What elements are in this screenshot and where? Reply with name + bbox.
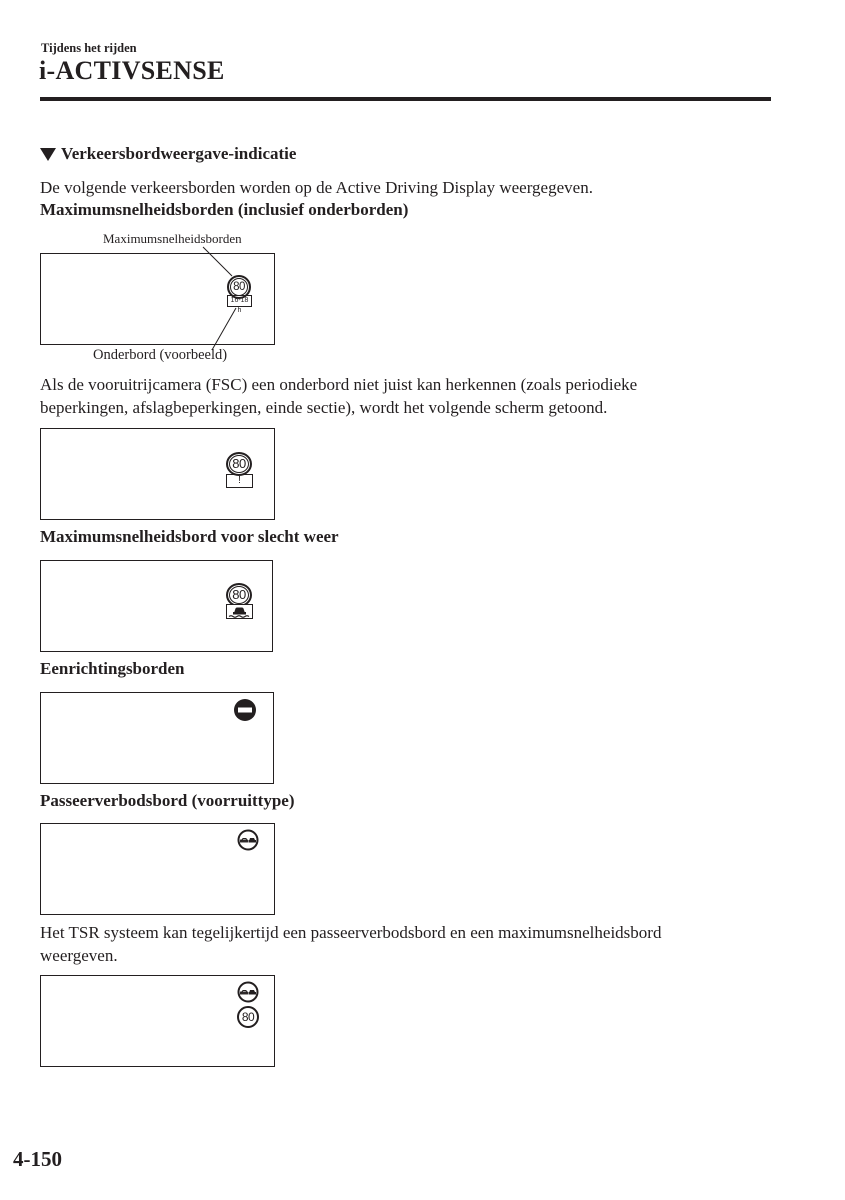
paragraph-line: weergeven. — [40, 946, 118, 965]
no-overtaking-sign-icon — [237, 829, 259, 851]
no-overtaking-sign-icon — [237, 981, 259, 1003]
fig1-subhead: Maximumsnelheidsborden (inclusief onderborden) — [40, 200, 409, 219]
speed-limit-sign-icon: 80 — [237, 1006, 259, 1028]
callout-plate-label: Onderbord (voorbeeld) — [93, 347, 228, 363]
speed-limit-sign-icon: 80 — [226, 583, 252, 607]
paragraph-line: Als de vooruitrijcamera (FSC) een onderbord niet juist kan herkennen (zoals periodieke — [40, 375, 638, 394]
paragraph-line: beperkingen, afslagbeperkingen, einde sectie), wordt het volgende scherm getoond. — [40, 398, 608, 417]
no-entry-sign-icon — [233, 698, 257, 722]
display-figure-3 — [40, 560, 273, 652]
callout-speed-sign-label: Maximumsnelheidsborden — [103, 231, 242, 246]
bad-weather-car-icon — [226, 604, 253, 619]
fig3-subhead: Maximumsnelheidsbord voor slecht weer — [40, 527, 339, 546]
chapter-title: i-ACTIVSENSE — [39, 56, 225, 85]
display-figure-2 — [40, 428, 275, 520]
display-figure-6 — [40, 975, 275, 1067]
section-label: Tijdens het rijden — [41, 41, 137, 55]
speed-limit-sign-icon: 80 — [227, 275, 251, 299]
display-figure-4 — [40, 692, 274, 784]
display-figure-5 — [40, 823, 275, 915]
supplementary-plate-icon: 16-18 h — [227, 295, 252, 307]
speed-limit-sign-icon: 80 — [226, 452, 252, 476]
intro-text: De volgende verkeersborden worden op de Active Driving Display weergegeven. — [40, 178, 593, 197]
page-number: 4-150 — [13, 1147, 62, 1171]
unknown-plate-icon: ! — [226, 474, 253, 488]
section-heading-text: Verkeersbordweergave-indicatie — [61, 144, 297, 163]
fig4-subhead: Eenrichtingsborden — [40, 659, 185, 678]
fig5-subhead: Passeerverbodsbord (voorruittype) — [40, 791, 295, 810]
paragraph-line: Het TSR systeem kan tegelijkertijd een passeerverbodsbord en een maximumsnelheidsbord — [40, 923, 662, 942]
